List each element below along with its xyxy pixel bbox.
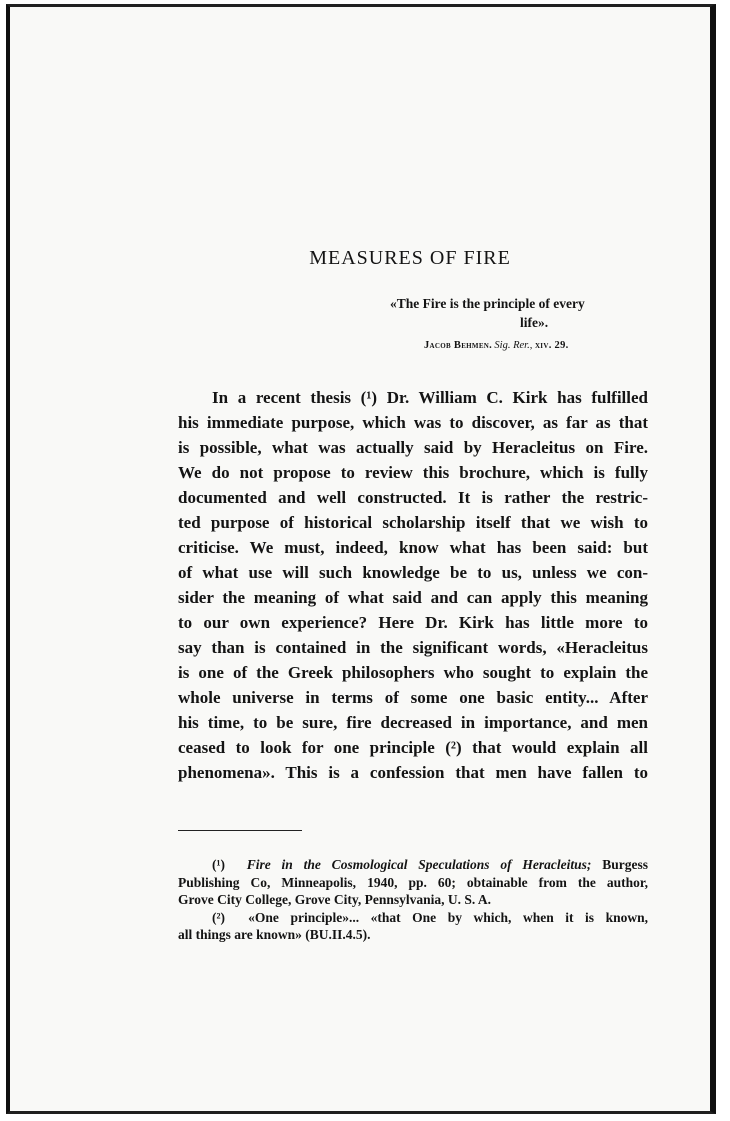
body-line: his immediate purpose, which was to discover, as far as that [178,413,648,432]
body-line: whole universe in terms of some one basic entity... After [178,688,648,707]
footnote-1-line: Grove City College, Grove City, Pennsylvania, U. S. A. [178,892,491,907]
body-line: documented and well constructed. It is rather the restric- [178,488,648,507]
body-line: In a recent thesis (¹) Dr. William C. Kirk has fulfilled [212,388,648,407]
footnote-1-line: Publishing Co, Minneapolis, 1940, pp. 60; obtainable from the author, [178,874,648,890]
body-line: We do not propose to review this brochure, which is fully [178,463,648,482]
footnote-1-marker: (¹) [212,857,226,872]
body-line: his time, to be sure, fire decreased in importance, and men [178,713,648,732]
epigraph-source: Sig. Rer., [494,340,533,351]
body-line: say than is contained in the significant words, «Heracleitus [178,638,648,657]
epigraph-attribution: Jacob Behmen. Sig. Rer., xiv. 29. [424,340,569,351]
footnote-2-marker: (²) [212,909,226,925]
footnote-1-line [178,856,648,874]
body-paragraph [178,385,648,785]
body-line: of what use will such knowledge be to us, unless we con- [178,563,648,582]
epigraph-reference: xiv. 29. [534,340,569,351]
show-through-text [430,85,433,101]
body-line: ted purpose of historical scholarship itself that we wish to [178,513,648,532]
article-title: MEASURES OF FIRE [309,247,511,269]
footnote-1-title: Fire in the Cosmological Speculations of Heracleitus; [246,857,592,872]
body-line: is one of the Greek philosophers who sought to explain the [178,663,648,682]
footnote-2-text: «One principle»... «that One by which, when it is known, [248,909,648,925]
epigraph [390,294,652,332]
footnote-2-line [178,909,648,927]
body-line: ceased to look for one principle (²) that would explain all [178,738,648,757]
body-line: to our own experience? Here Dr. Kirk has little more to [178,613,648,632]
body-line: is possible, what was actually said by Heracleitus on Fire. [178,438,648,457]
footnote-2-line: all things are known» (BU.II.4.5). [178,927,371,942]
epigraph-author: Jacob Behmen [424,340,490,351]
footnote-divider [178,830,302,831]
body-line: phenomena». This is a confession that men have fallen to [178,763,648,782]
page [6,4,716,1114]
epigraph-line-1: «The Fire is the principle of every [390,296,585,311]
footnotes [178,856,648,944]
body-line: sider the meaning of what said and can apply this meaning [178,588,648,607]
footnote-1-publisher: Burgess [602,857,649,872]
body-line: criticise. We must, indeed, know what has been said: but [178,538,648,557]
epigraph-line-2: life». [520,315,549,330]
